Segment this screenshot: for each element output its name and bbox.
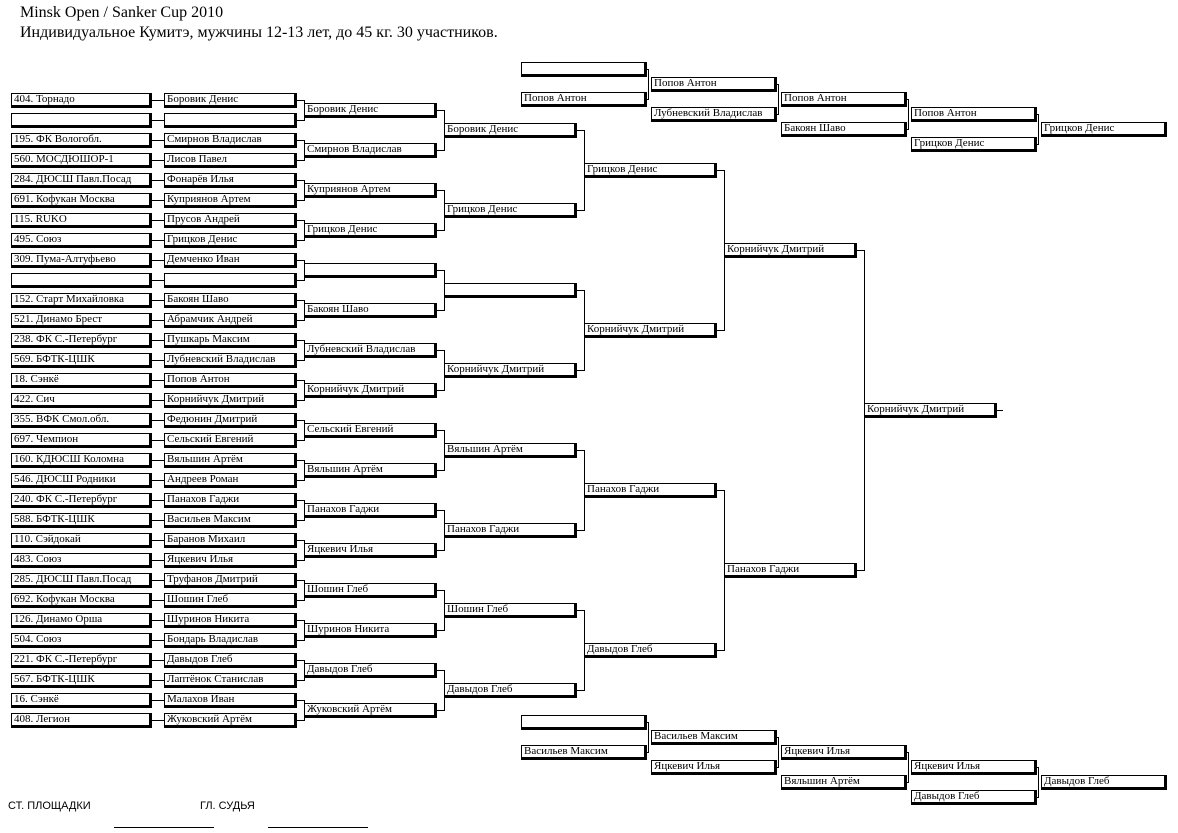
repechage-top-round1 <box>521 62 647 77</box>
bracket-line <box>152 500 164 501</box>
entry-name: Фонарёв Илья <box>164 173 297 188</box>
bracket-line <box>152 100 164 101</box>
entry-club: 521. Динамо Брест <box>11 313 152 328</box>
bracket-line <box>304 500 305 521</box>
bracket-line <box>152 700 164 701</box>
bracket-line <box>304 540 305 561</box>
entry-club: 238. ФК С.-Петербург <box>11 333 152 348</box>
bracket-line <box>907 129 909 130</box>
referee-signature-line <box>114 827 214 828</box>
repechage-bottom-round1: Васильев Максим <box>521 745 647 760</box>
entry-club: 504. Союз <box>11 633 152 648</box>
bracket-line <box>304 660 305 681</box>
quarterfinal-winner: Давыдов Глеб <box>584 643 717 658</box>
bracket-line <box>152 720 164 721</box>
bracket-line <box>304 220 305 241</box>
entry-club: 152. Старт Михайловка <box>11 293 152 308</box>
round2-winner: Вяльшин Артём <box>444 443 577 458</box>
round1-winner: Шуринов Никита <box>304 623 437 638</box>
bracket-line <box>152 260 164 261</box>
entry-club: 195. ФК Вологобл. <box>11 133 152 148</box>
bracket-line <box>304 100 305 121</box>
bracket-line <box>908 99 909 130</box>
repechage-top-round3: Попов Антон <box>781 92 907 107</box>
bracket-line <box>444 510 445 551</box>
bracket-line <box>152 380 164 381</box>
repechage-bottom-round3: Вяльшин Артём <box>781 775 907 790</box>
bracket-line <box>778 737 779 768</box>
entry-club: 240. ФК С.-Петербург <box>11 493 152 508</box>
bracket-line <box>1038 114 1039 145</box>
bracket-line <box>152 420 164 421</box>
round1-winner <box>304 263 437 278</box>
champion: Корнийчук Дмитрий <box>864 403 997 418</box>
entry-name: Смирнов Владислав <box>164 133 297 148</box>
entry-name: Пушкарь Максим <box>164 333 297 348</box>
bracket-line <box>152 360 164 361</box>
bracket-line <box>304 700 305 721</box>
entry-club: 560. МОСДЮШОР-1 <box>11 153 152 168</box>
round2-winner: Грицков Денис <box>444 203 577 218</box>
entry-name: Труфанов Дмитрий <box>164 573 297 588</box>
entry-name: Шуринов Никита <box>164 613 297 628</box>
bracket-line <box>304 420 305 441</box>
repechage-top-round4: Попов Антон <box>911 107 1037 122</box>
bracket-line <box>1037 797 1039 798</box>
bracket-line <box>152 560 164 561</box>
repechage-bottom-round1 <box>521 715 647 730</box>
entry-name: Боровик Денис <box>164 93 297 108</box>
bracket-line <box>647 99 649 100</box>
bracket-line <box>152 160 164 161</box>
bracket-line <box>152 600 164 601</box>
entry-name: Грицков Денис <box>164 233 297 248</box>
round1-winner: Сельский Евгений <box>304 423 437 438</box>
entry-club: 588. БФТК-ЦШК <box>11 513 152 528</box>
bracket-line <box>648 69 649 100</box>
entry-name: Малахов Иван <box>164 693 297 708</box>
entry-club: 309. Пума-Алтуфьево <box>11 253 152 268</box>
bracket-line <box>152 580 164 581</box>
bracket-line <box>152 640 164 641</box>
repechage-bottom-winner: Давыдов Глеб <box>1041 775 1167 790</box>
bracket-line <box>1038 767 1039 798</box>
round1-winner: Жуковский Артём <box>304 703 437 718</box>
semifinal-winner: Корнийчук Дмитрий <box>724 243 857 258</box>
bracket-line <box>304 380 305 401</box>
bracket-line <box>304 620 305 641</box>
bracket-line <box>152 680 164 681</box>
bracket-line <box>152 620 164 621</box>
entry-name: Шошин Глеб <box>164 593 297 608</box>
entry-name <box>164 273 297 288</box>
entry-name: Куприянов Артем <box>164 193 297 208</box>
repechage-bottom-round4: Давыдов Глеб <box>911 790 1037 805</box>
entry-name <box>164 113 297 128</box>
quarterfinal-winner: Грицков Денис <box>584 163 717 178</box>
bracket-line <box>444 190 445 231</box>
entry-name: Бакоян Шаво <box>164 293 297 308</box>
entry-club: 691. Кофукан Москва <box>11 193 152 208</box>
round2-winner <box>444 283 577 298</box>
entry-club: 18. Сэнкё <box>11 373 152 388</box>
round2-winner: Корнийчук Дмитрий <box>444 363 577 378</box>
round1-winner: Грицков Денис <box>304 223 437 238</box>
entry-name: Вяльшин Артём <box>164 453 297 468</box>
entry-club: 284. ДЮСШ Павл.Посад <box>11 173 152 188</box>
bracket-line <box>304 140 305 161</box>
entry-club: 110. Сэйдокай <box>11 533 152 548</box>
entry-name: Абрамчик Андрей <box>164 313 297 328</box>
entry-club: 483. Союз <box>11 553 152 568</box>
entry-club: 221. ФК С.-Петербург <box>11 653 152 668</box>
bracket-line <box>152 340 164 341</box>
bracket-line <box>648 722 649 753</box>
entry-name: Корнийчук Дмитрий <box>164 393 297 408</box>
entry-club: 285. ДЮСШ Павл.Посад <box>11 573 152 588</box>
bracket-line <box>908 752 909 783</box>
bracket-line <box>997 410 1003 411</box>
bracket-line <box>444 670 445 711</box>
bracket-line <box>152 320 164 321</box>
entry-club <box>11 113 152 128</box>
round1-winner: Лубневский Владислав <box>304 343 437 358</box>
repechage-bottom-round2: Васильев Максим <box>651 730 777 745</box>
bracket-line <box>152 660 164 661</box>
round1-winner: Куприянов Артем <box>304 183 437 198</box>
bracket-line <box>584 290 585 371</box>
entry-name: Андреев Роман <box>164 473 297 488</box>
entry-club <box>11 273 152 288</box>
bracket-line <box>1037 144 1039 145</box>
entry-name: Лисов Павел <box>164 153 297 168</box>
repechage-bottom-round3: Яцкевич Илья <box>781 745 907 760</box>
bracket-line <box>777 767 779 768</box>
bracket-line <box>304 300 305 321</box>
bracket-line <box>152 400 164 401</box>
round1-winner: Панахов Гаджи <box>304 503 437 518</box>
bracket-line <box>444 110 445 151</box>
entry-club: 16. Сэнкё <box>11 693 152 708</box>
round2-winner: Боровик Денис <box>444 123 577 138</box>
entry-name: Сельский Евгений <box>164 433 297 448</box>
entry-club: 404. Торнадо <box>11 93 152 108</box>
round1-winner: Шошин Глеб <box>304 583 437 598</box>
bracket-line <box>907 782 909 783</box>
bracket-line <box>584 610 585 691</box>
entry-club: 495. Союз <box>11 233 152 248</box>
bracket-line <box>778 84 779 115</box>
repechage-top-round3: Бакоян Шаво <box>781 122 907 137</box>
quarterfinal-winner: Корнийчук Дмитрий <box>584 323 717 338</box>
round2-winner: Шошин Глеб <box>444 603 577 618</box>
round1-winner: Смирнов Владислав <box>304 143 437 158</box>
bracket-line <box>444 270 445 311</box>
entry-club: 422. Сич <box>11 393 152 408</box>
entry-name: Давыдов Глеб <box>164 653 297 668</box>
entry-name: Бондарь Владислав <box>164 633 297 648</box>
bracket-line <box>444 590 445 631</box>
entry-name: Лаптёнок Станислав <box>164 673 297 688</box>
page-subtitle: Индивидуальное Кумитэ, мужчины 12-13 лет, до 45 кг. 30 участников. <box>20 24 498 41</box>
entry-name: Васильев Максим <box>164 513 297 528</box>
bracket-line <box>304 180 305 201</box>
round1-winner: Корнийчук Дмитрий <box>304 383 437 398</box>
bracket-line <box>152 200 164 201</box>
entry-club: 692. Кофукан Москва <box>11 593 152 608</box>
round1-winner: Бакоян Шаво <box>304 303 437 318</box>
entry-name: Демченко Иван <box>164 253 297 268</box>
bracket-line <box>152 440 164 441</box>
bracket-line <box>724 170 725 331</box>
bracket-line <box>152 460 164 461</box>
bracket-line <box>152 520 164 521</box>
semifinal-winner: Панахов Гаджи <box>724 563 857 578</box>
entry-name: Яцкевич Илья <box>164 553 297 568</box>
round1-winner: Давыдов Глеб <box>304 663 437 678</box>
entry-name: Жуковский Артём <box>164 713 297 728</box>
repechage-bottom-round4: Яцкевич Илья <box>911 760 1037 775</box>
entry-club: 160. КДЮСШ Коломна <box>11 453 152 468</box>
repechage-top-round2: Попов Антон <box>651 77 777 92</box>
bracket-line <box>444 430 445 471</box>
quarterfinal-winner: Панахов Гаджи <box>584 483 717 498</box>
bracket-line <box>152 480 164 481</box>
repechage-bottom-round2: Яцкевич Илья <box>651 760 777 775</box>
entry-club: 567. БФТК-ЦШК <box>11 673 152 688</box>
bracket-line <box>647 752 649 753</box>
repechage-top-round1: Попов Антон <box>521 92 647 107</box>
bracket-line <box>864 250 865 571</box>
bracket-line <box>152 280 164 281</box>
entry-club: 569. БФТК-ЦШК <box>11 353 152 368</box>
referee-label: СТ. ПЛОЩАДКИ <box>8 800 91 812</box>
bracket-line <box>152 240 164 241</box>
round1-winner: Вяльшин Артём <box>304 463 437 478</box>
entry-club: 355. ВФК Смол.обл. <box>11 413 152 428</box>
entry-club: 115. RUKO <box>11 213 152 228</box>
entry-name: Попов Антон <box>164 373 297 388</box>
entry-name: Панахов Гаджи <box>164 493 297 508</box>
bracket-line <box>152 120 164 121</box>
bracket-line <box>152 220 164 221</box>
bracket-line <box>724 490 725 651</box>
repechage-top-round2: Лубневский Владислав <box>651 107 777 122</box>
bracket-line <box>152 300 164 301</box>
bracket-line <box>304 340 305 361</box>
bracket-line <box>304 580 305 601</box>
bracket-line <box>152 140 164 141</box>
bracket-line <box>304 260 305 281</box>
entry-name: Прусов Андрей <box>164 213 297 228</box>
bracket-line <box>584 130 585 211</box>
round1-winner: Боровик Денис <box>304 103 437 118</box>
entry-club: 546. ДЮСШ Родники <box>11 473 152 488</box>
entry-name: Баранов Михаил <box>164 533 297 548</box>
repechage-top-round4: Грицков Денис <box>911 137 1037 152</box>
bracket-line <box>777 114 779 115</box>
entry-club: 697. Чемпион <box>11 433 152 448</box>
page-title: Minsk Open / Sanker Cup 2010 <box>20 4 224 21</box>
bracket-line <box>304 460 305 481</box>
judge-signature-line <box>268 827 368 828</box>
round2-winner: Панахов Гаджи <box>444 523 577 538</box>
entry-club: 126. Динамо Орша <box>11 613 152 628</box>
entry-club: 408. Легион <box>11 713 152 728</box>
bracket-line <box>444 350 445 391</box>
bracket-line <box>152 180 164 181</box>
round2-winner: Давыдов Глеб <box>444 683 577 698</box>
entry-name: Федюнин Дмитрий <box>164 413 297 428</box>
round1-winner: Яцкевич Илья <box>304 543 437 558</box>
bracket-line <box>152 540 164 541</box>
repechage-top-winner: Грицков Денис <box>1041 122 1167 137</box>
bracket-line <box>584 450 585 531</box>
judge-label: ГЛ. СУДЬЯ <box>200 800 255 812</box>
entry-name: Лубневский Владислав <box>164 353 297 368</box>
